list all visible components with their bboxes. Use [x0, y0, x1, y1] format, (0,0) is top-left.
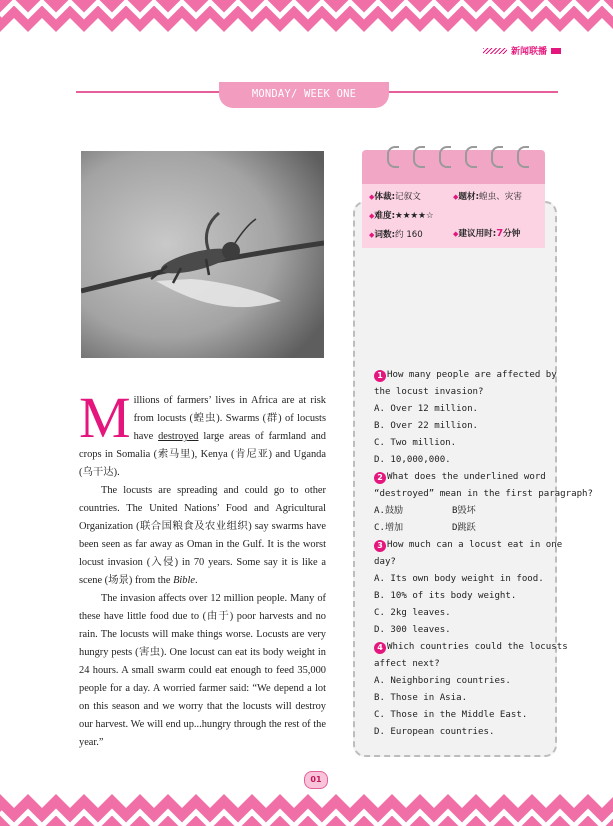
question-number-badge: 4	[374, 642, 386, 654]
ring-binder-icon	[387, 146, 399, 168]
answer-option[interactable]: D跳跃	[452, 523, 476, 533]
answer-option[interactable]: A.鼓励	[374, 506, 404, 516]
paragraph-2: The locusts are spreading and could go to other countries. The United Nations’ Food and Agricultural Organization (联合国粮食及农业组织) say swarms have been seen as far away as Oman in the Gulf. It is the worst locust invasion (入侵) in 70 years. Some say it is like a scene (场景) from the Bible.	[79, 485, 326, 586]
answer-option[interactable]: B毁坏	[452, 506, 476, 516]
answer-option[interactable]: D. 10,000,000.	[374, 455, 451, 465]
page-number	[296, 769, 336, 789]
question-number-badge: 2	[374, 472, 386, 484]
info-time: ◆建议用时:7分钟	[453, 228, 521, 239]
question-4: 4 Which countries could the locusts affect next? A. Neighboring countries. B. Those in Asia. C. Those in the Middle East. D. European countries.	[374, 639, 604, 741]
ring-binder-icon	[413, 146, 425, 168]
answer-option[interactable]: C. Two million.	[374, 438, 457, 448]
answer-option[interactable]: C.增加	[374, 523, 404, 533]
reading-passage	[79, 385, 326, 752]
paragraph-1: Millions of farmers’ lives in Africa are at risk from locusts (蝗虫). Swarms (群) of locusts have destroyed large areas of farmland and crops in Somalia (索马里), Kenya (肯尼亚) and Uganda (乌干达).	[79, 385, 326, 478]
question-1: 1 How many people are affected by the locust invasion? A. Over 12 million. B. Over 22 million. C. Two million. D. 10,000,000.	[374, 367, 604, 469]
answer-option[interactable]: A. Neighboring countries.	[374, 676, 511, 686]
difficulty-stars: ★★★★☆	[395, 211, 434, 221]
answer-option[interactable]: B. 10% of its body weight.	[374, 591, 517, 601]
section-tag-label: 新闻联播	[510, 47, 547, 57]
question-2: 2 What does the underlined word “destroyed” mean in the first paragraph? A.鼓励 B毁坏 C.增加 D跳跃	[374, 469, 604, 537]
question-list	[374, 367, 604, 741]
ring-binder-icon	[465, 146, 477, 168]
bar-decoration	[551, 48, 561, 54]
page-number-label: 01	[304, 771, 328, 789]
answer-option[interactable]: C. Those in the Middle East.	[374, 710, 528, 720]
ring-binder-icon	[439, 146, 451, 168]
info-topic: ◆题材:蝗虫、灾害	[453, 192, 522, 202]
info-words: ◆词数:约 160	[369, 230, 423, 240]
hatch-decoration	[483, 48, 507, 54]
info-difficulty: ◆难度:★★★★☆	[369, 211, 434, 221]
answer-option[interactable]: A. Over 12 million.	[374, 404, 479, 414]
day-label: MONDAY/ WEEK ONE	[251, 88, 357, 100]
top-zigzag-band	[0, 0, 613, 38]
answer-option[interactable]: D. European countries.	[374, 727, 495, 737]
bottom-zigzag-band	[0, 788, 613, 826]
answer-option[interactable]: A. Its own body weight in food.	[374, 574, 544, 584]
answer-option[interactable]: D. 300 leaves.	[374, 625, 451, 635]
bible-title: Bible	[173, 575, 195, 586]
question-number-badge: 1	[374, 370, 386, 382]
ring-binder-icon	[491, 146, 503, 168]
answer-option[interactable]: B. Over 22 million.	[374, 421, 479, 431]
section-tag	[483, 44, 561, 57]
question-number-badge: 3	[374, 540, 386, 552]
underlined-word: destroyed	[158, 431, 199, 442]
ring-binder-icon	[517, 146, 529, 168]
dropcap-letter: M	[79, 385, 131, 450]
locust-photo	[81, 151, 324, 358]
answer-option[interactable]: C. 2kg leaves.	[374, 608, 451, 618]
info-genre: ◆体裁:记叙文	[369, 192, 421, 202]
question-3: 3 How much can a locust eat in one day? A. Its own body weight in food. B. 10% of its body weight. C. 2kg leaves. D. 300 leaves.	[374, 537, 604, 639]
answer-option[interactable]: B. Those in Asia.	[374, 693, 468, 703]
paragraph-3: The invasion affects over 12 million people. Many of these have little food due to (由于) poor harvests and no rain. The locusts will make things worse. Locusts are very hungry pests (害虫). One locust can eat its body weight in 24 hours. A small swarm could eat enough to feed 35,000 people for a day. A worried farmer said: “We depend a lot on this season and we worry that the locusts will destroy our harvest. We will end up...hungry through the rest of the year.”	[79, 593, 326, 748]
